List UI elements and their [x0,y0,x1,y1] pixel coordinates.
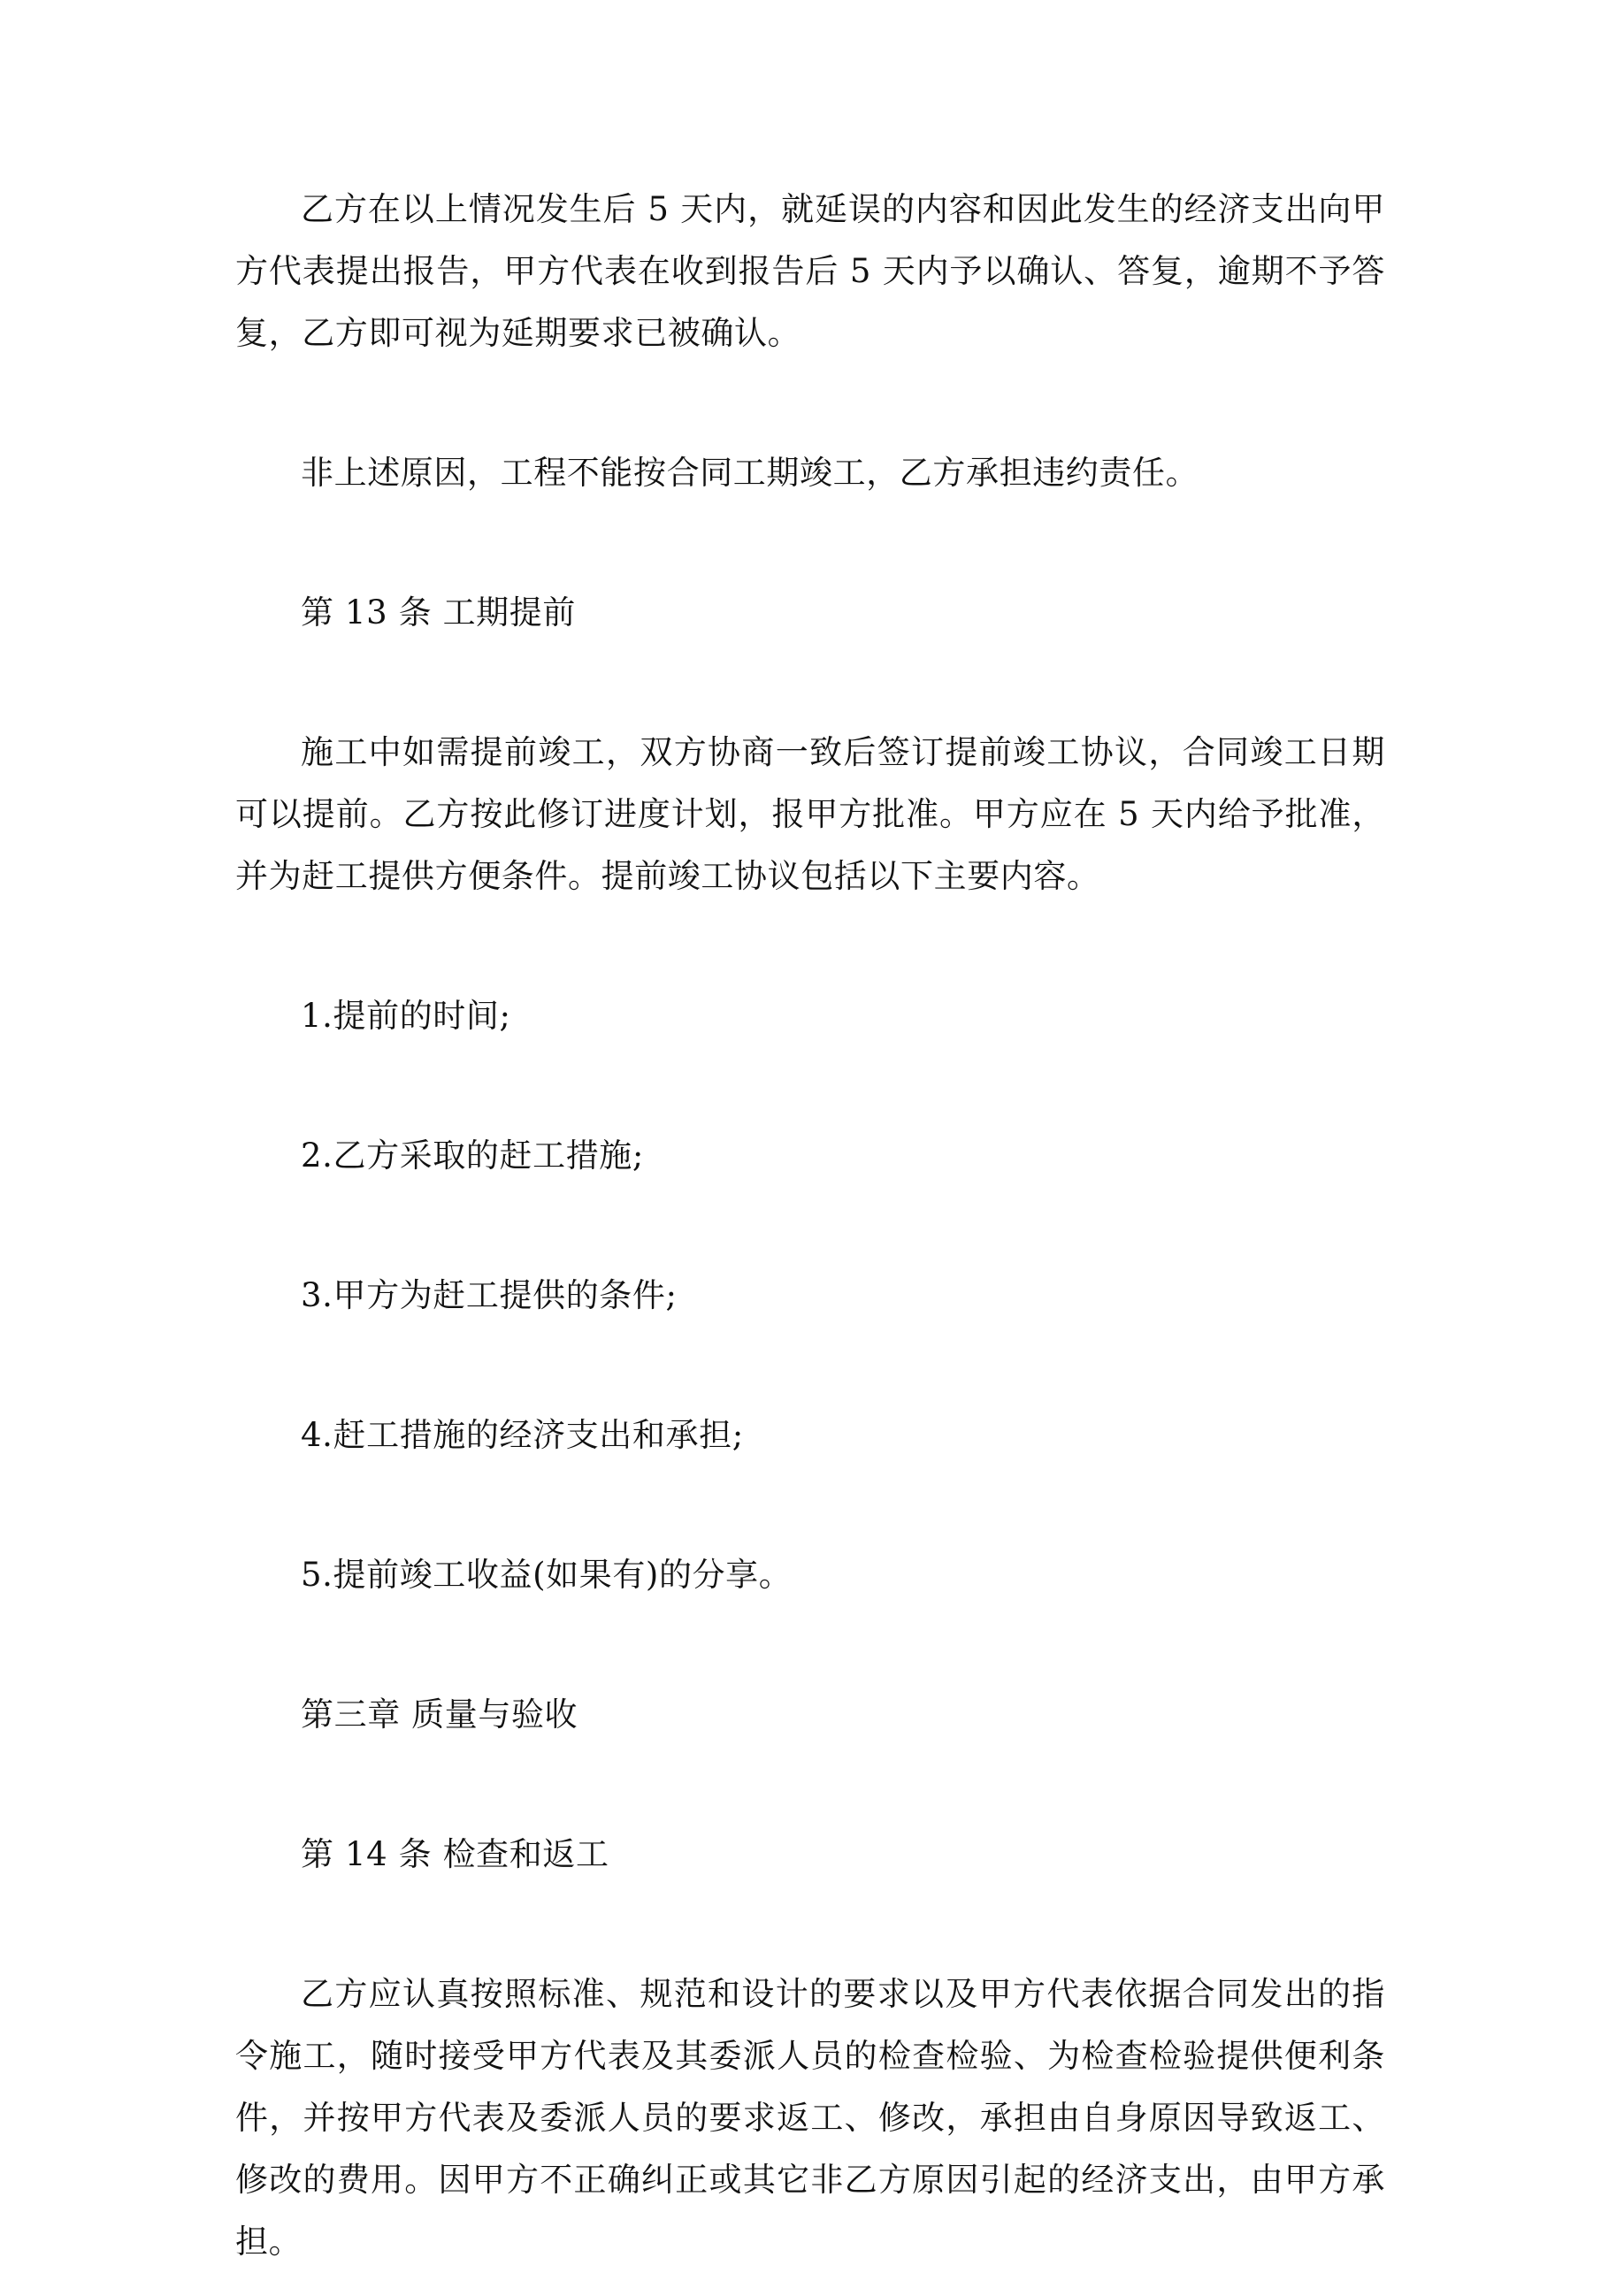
paragraph-gap [235,1047,1385,1125]
list-item-1: 1.提前的时间; [301,997,511,1035]
paragraph-gap [235,1466,1385,1544]
list-item-5: 5.提前竣工收益(如果有)的分享。 [301,1556,793,1594]
paragraph-gap [235,1606,1385,1684]
paragraph-early-completion: 施工中如需提前竣工，双方协商一致后签订提前竣工协议，合同竣工日期可以提前。乙方按此修订进度计划，报甲方批准。甲方应在 5 天内给予批准，并为赶工提供方便条件。提前竣工协议包括以下主要内容。 [235,733,1385,895]
paragraph-gap [235,644,1385,722]
paragraph-gap [235,1886,1385,1963]
list-item-2: 2.乙方采取的赶工措施; [301,1136,644,1175]
paragraph-gap [235,907,1385,985]
paragraph-gap [235,364,1385,442]
list-item-4: 4.赶工措施的经济支出和承担; [301,1416,744,1454]
paragraph-gap [235,1746,1385,1824]
article-13-heading: 第 13 条 工期提前 [301,593,576,631]
document-body [235,179,1385,2273]
paragraph-gap [235,1187,1385,1265]
list-item-3: 3.甲方为赶工提供的条件; [301,1276,678,1314]
paragraph-delay-report: 乙方在以上情况发生后 5 天内，就延误的内容和因此发生的经济支出向甲方代表提出报告，甲方代表在收到报告后 5 天内予以确认、答复，逾期不予答复，乙方即可视为延期要求已被确认。 [235,190,1385,352]
paragraph-breach-liability: 非上述原因，工程不能按合同工期竣工，乙方承担违约责任。 [301,454,1199,492]
paragraph-inspection-rework: 乙方应认真按照标准、规范和设计的要求以及甲方代表依据合同发出的指令施工，随时接受甲方代表及其委派人员的检查检验、为检查检验提供便利条件，并按甲方代表及委派人员的要求返工、修改，承担由自身原因导致返工、修改的费用。因甲方不正确纠正或其它非乙方原因引起的经济支出，由甲方承担。 [235,1975,1385,2261]
chapter-3-heading: 第三章 质量与验收 [301,1695,578,1733]
paragraph-gap [235,504,1385,582]
article-14-heading: 第 14 条 检查和返工 [301,1835,609,1873]
paragraph-gap [235,1327,1385,1404]
